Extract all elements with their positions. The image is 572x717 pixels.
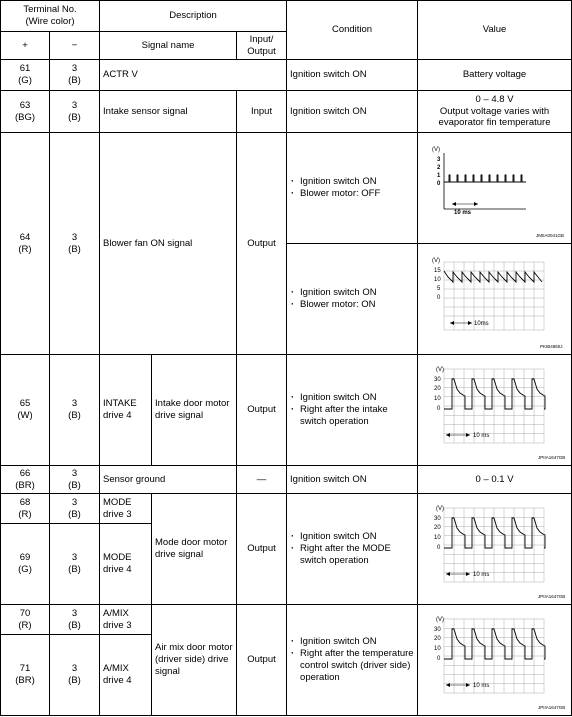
io: Output xyxy=(237,494,287,605)
minus-header: − xyxy=(50,32,100,60)
plus-terminal: 63 (BG) xyxy=(1,91,50,133)
signal-sub: Air mix door motor (driver side) drive signal xyxy=(152,605,237,716)
waveform-trace xyxy=(444,518,545,548)
tick-label: 3 xyxy=(437,157,441,163)
unit-label: (V) xyxy=(436,617,445,623)
table-row xyxy=(1,605,572,635)
condition: · Ignition switch ON · Right after the MODE switch operation xyxy=(287,494,418,605)
terminal-header: Terminal No. (Wire color) xyxy=(1,1,100,32)
tick-label: 1 xyxy=(437,173,441,179)
value-header: Value xyxy=(418,1,572,60)
time-scale-label: 10 ms xyxy=(473,433,490,439)
minus-terminal: 3 (B) xyxy=(50,494,100,524)
signal-sub: Mode door motor drive signal xyxy=(152,494,237,605)
condition-header: Condition xyxy=(287,1,418,60)
unit-label: (V) xyxy=(436,506,445,512)
waveform-trace xyxy=(444,271,542,282)
waveform-air-mix xyxy=(418,605,572,716)
table-row xyxy=(1,60,572,91)
plus-terminal: 69 (G) xyxy=(1,524,50,605)
condition: Ignition switch ON xyxy=(287,60,418,91)
time-scale-label: 10 ms xyxy=(454,210,472,216)
signal-main: INTAKE drive 4 xyxy=(100,355,152,466)
tick-label: 10 xyxy=(434,646,441,652)
value: Battery voltage xyxy=(418,60,572,91)
io: Output xyxy=(237,133,287,355)
signal-name: Blower fan ON signal xyxy=(100,133,237,355)
condition: Ignition switch ON xyxy=(287,466,418,494)
tick-label: 30 xyxy=(434,516,441,522)
minus-terminal: 3 (B) xyxy=(50,91,100,133)
figure-code: JPIIA1647GB xyxy=(538,594,566,599)
tick-label: 30 xyxy=(434,377,441,383)
minus-terminal: 3 (B) xyxy=(50,524,100,605)
waveform-intake xyxy=(418,355,572,466)
tick-label: 20 xyxy=(434,386,441,392)
condition: Ignition switch ON xyxy=(287,91,418,133)
table-row xyxy=(1,91,572,133)
condition: · Ignition switch ON · Blower motor: ON xyxy=(287,244,418,355)
plus-terminal: 71 (BR) xyxy=(1,635,50,716)
tick-label: 20 xyxy=(434,525,441,531)
description-header: Description xyxy=(100,1,287,32)
waveform-blower-on xyxy=(418,244,572,355)
plus-terminal: 65 (W) xyxy=(1,355,50,466)
time-scale-label: 10 ms xyxy=(473,683,490,689)
figure-code: PKIB4960J xyxy=(540,344,563,349)
waveform-trace xyxy=(444,379,545,409)
waveform-trace xyxy=(444,175,526,182)
tick-label: 5 xyxy=(437,286,441,292)
waveform-svg xyxy=(418,605,572,715)
condition: · Ignition switch ON · Blower motor: OFF xyxy=(287,133,418,244)
waveform-blower-off xyxy=(418,133,572,244)
tick-label: 0 xyxy=(437,545,441,551)
tick-label: 15 xyxy=(434,268,441,274)
tick-label: 0 xyxy=(437,656,441,662)
tick-label: 10 xyxy=(434,535,441,541)
table-row xyxy=(1,133,572,244)
tick-label: 0 xyxy=(437,181,441,187)
tick-label: 10 xyxy=(434,396,441,402)
plus-header: + xyxy=(1,32,50,60)
signal-main: A/MIX drive 4 xyxy=(100,635,152,716)
signal-main: A/MIX drive 3 xyxy=(100,605,152,635)
waveform-svg xyxy=(418,244,572,354)
condition: · Ignition switch ON · Right after the intake switch operation xyxy=(287,355,418,466)
signal-name: Sensor ground xyxy=(100,466,237,494)
condition: · Ignition switch ON · Right after the temperature control switch (driver side) operation xyxy=(287,605,418,716)
signal-main: MODE drive 3 xyxy=(100,494,152,524)
time-scale-label: 10 ms xyxy=(473,572,490,578)
table-row xyxy=(1,355,572,466)
io-header: Input/ Output xyxy=(237,32,287,60)
signal-name-header: Signal name xyxy=(100,32,237,60)
unit-label: (V) xyxy=(432,258,441,264)
plus-terminal: 61 (G) xyxy=(1,60,50,91)
tick-label: 0 xyxy=(437,295,441,301)
figure-code: JPIIA1647GB xyxy=(538,455,566,460)
plus-terminal: 66 (BR) xyxy=(1,466,50,494)
signal-name: Intake sensor signal xyxy=(100,91,237,133)
minus-terminal: 3 (B) xyxy=(50,605,100,635)
signal-main: MODE drive 4 xyxy=(100,524,152,605)
io: — xyxy=(237,466,287,494)
tick-label: 30 xyxy=(434,627,441,633)
unit-label: (V) xyxy=(432,147,441,153)
table-row xyxy=(1,466,572,494)
tick-label: 10 xyxy=(434,277,441,283)
time-scale-label: 10ms xyxy=(474,321,489,327)
minus-terminal: 3 (B) xyxy=(50,355,100,466)
minus-terminal: 3 (B) xyxy=(50,466,100,494)
waveform-mode xyxy=(418,494,572,605)
waveform-svg xyxy=(418,494,572,604)
io: Input xyxy=(237,91,287,133)
value: 0 – 4.8 V Output voltage varies with evaporator fin temperature xyxy=(418,91,572,133)
waveform-svg xyxy=(418,355,572,465)
waveform-trace xyxy=(444,629,545,659)
minus-terminal: 3 (B) xyxy=(50,635,100,716)
signal-sub: Intake door motor drive signal xyxy=(152,355,237,466)
waveform-svg xyxy=(418,133,572,243)
tick-label: 0 xyxy=(437,406,441,412)
table-row xyxy=(1,494,572,524)
io: Output xyxy=(237,605,287,716)
io: Output xyxy=(237,355,287,466)
plus-terminal: 64 (R) xyxy=(1,133,50,355)
minus-terminal: 3 (B) xyxy=(50,133,100,355)
signal-name: ACTR V xyxy=(100,60,287,91)
plus-terminal: 70 (R) xyxy=(1,605,50,635)
tick-label: 20 xyxy=(434,636,441,642)
plus-terminal: 68 (R) xyxy=(1,494,50,524)
figure-code: JMIIA0041GB xyxy=(536,233,565,238)
minus-terminal: 3 (B) xyxy=(50,60,100,91)
unit-label: (V) xyxy=(436,367,445,373)
tick-label: 2 xyxy=(437,165,441,171)
value: 0 – 0.1 V xyxy=(418,466,572,494)
figure-code: JPIIA1647GB xyxy=(538,705,566,710)
